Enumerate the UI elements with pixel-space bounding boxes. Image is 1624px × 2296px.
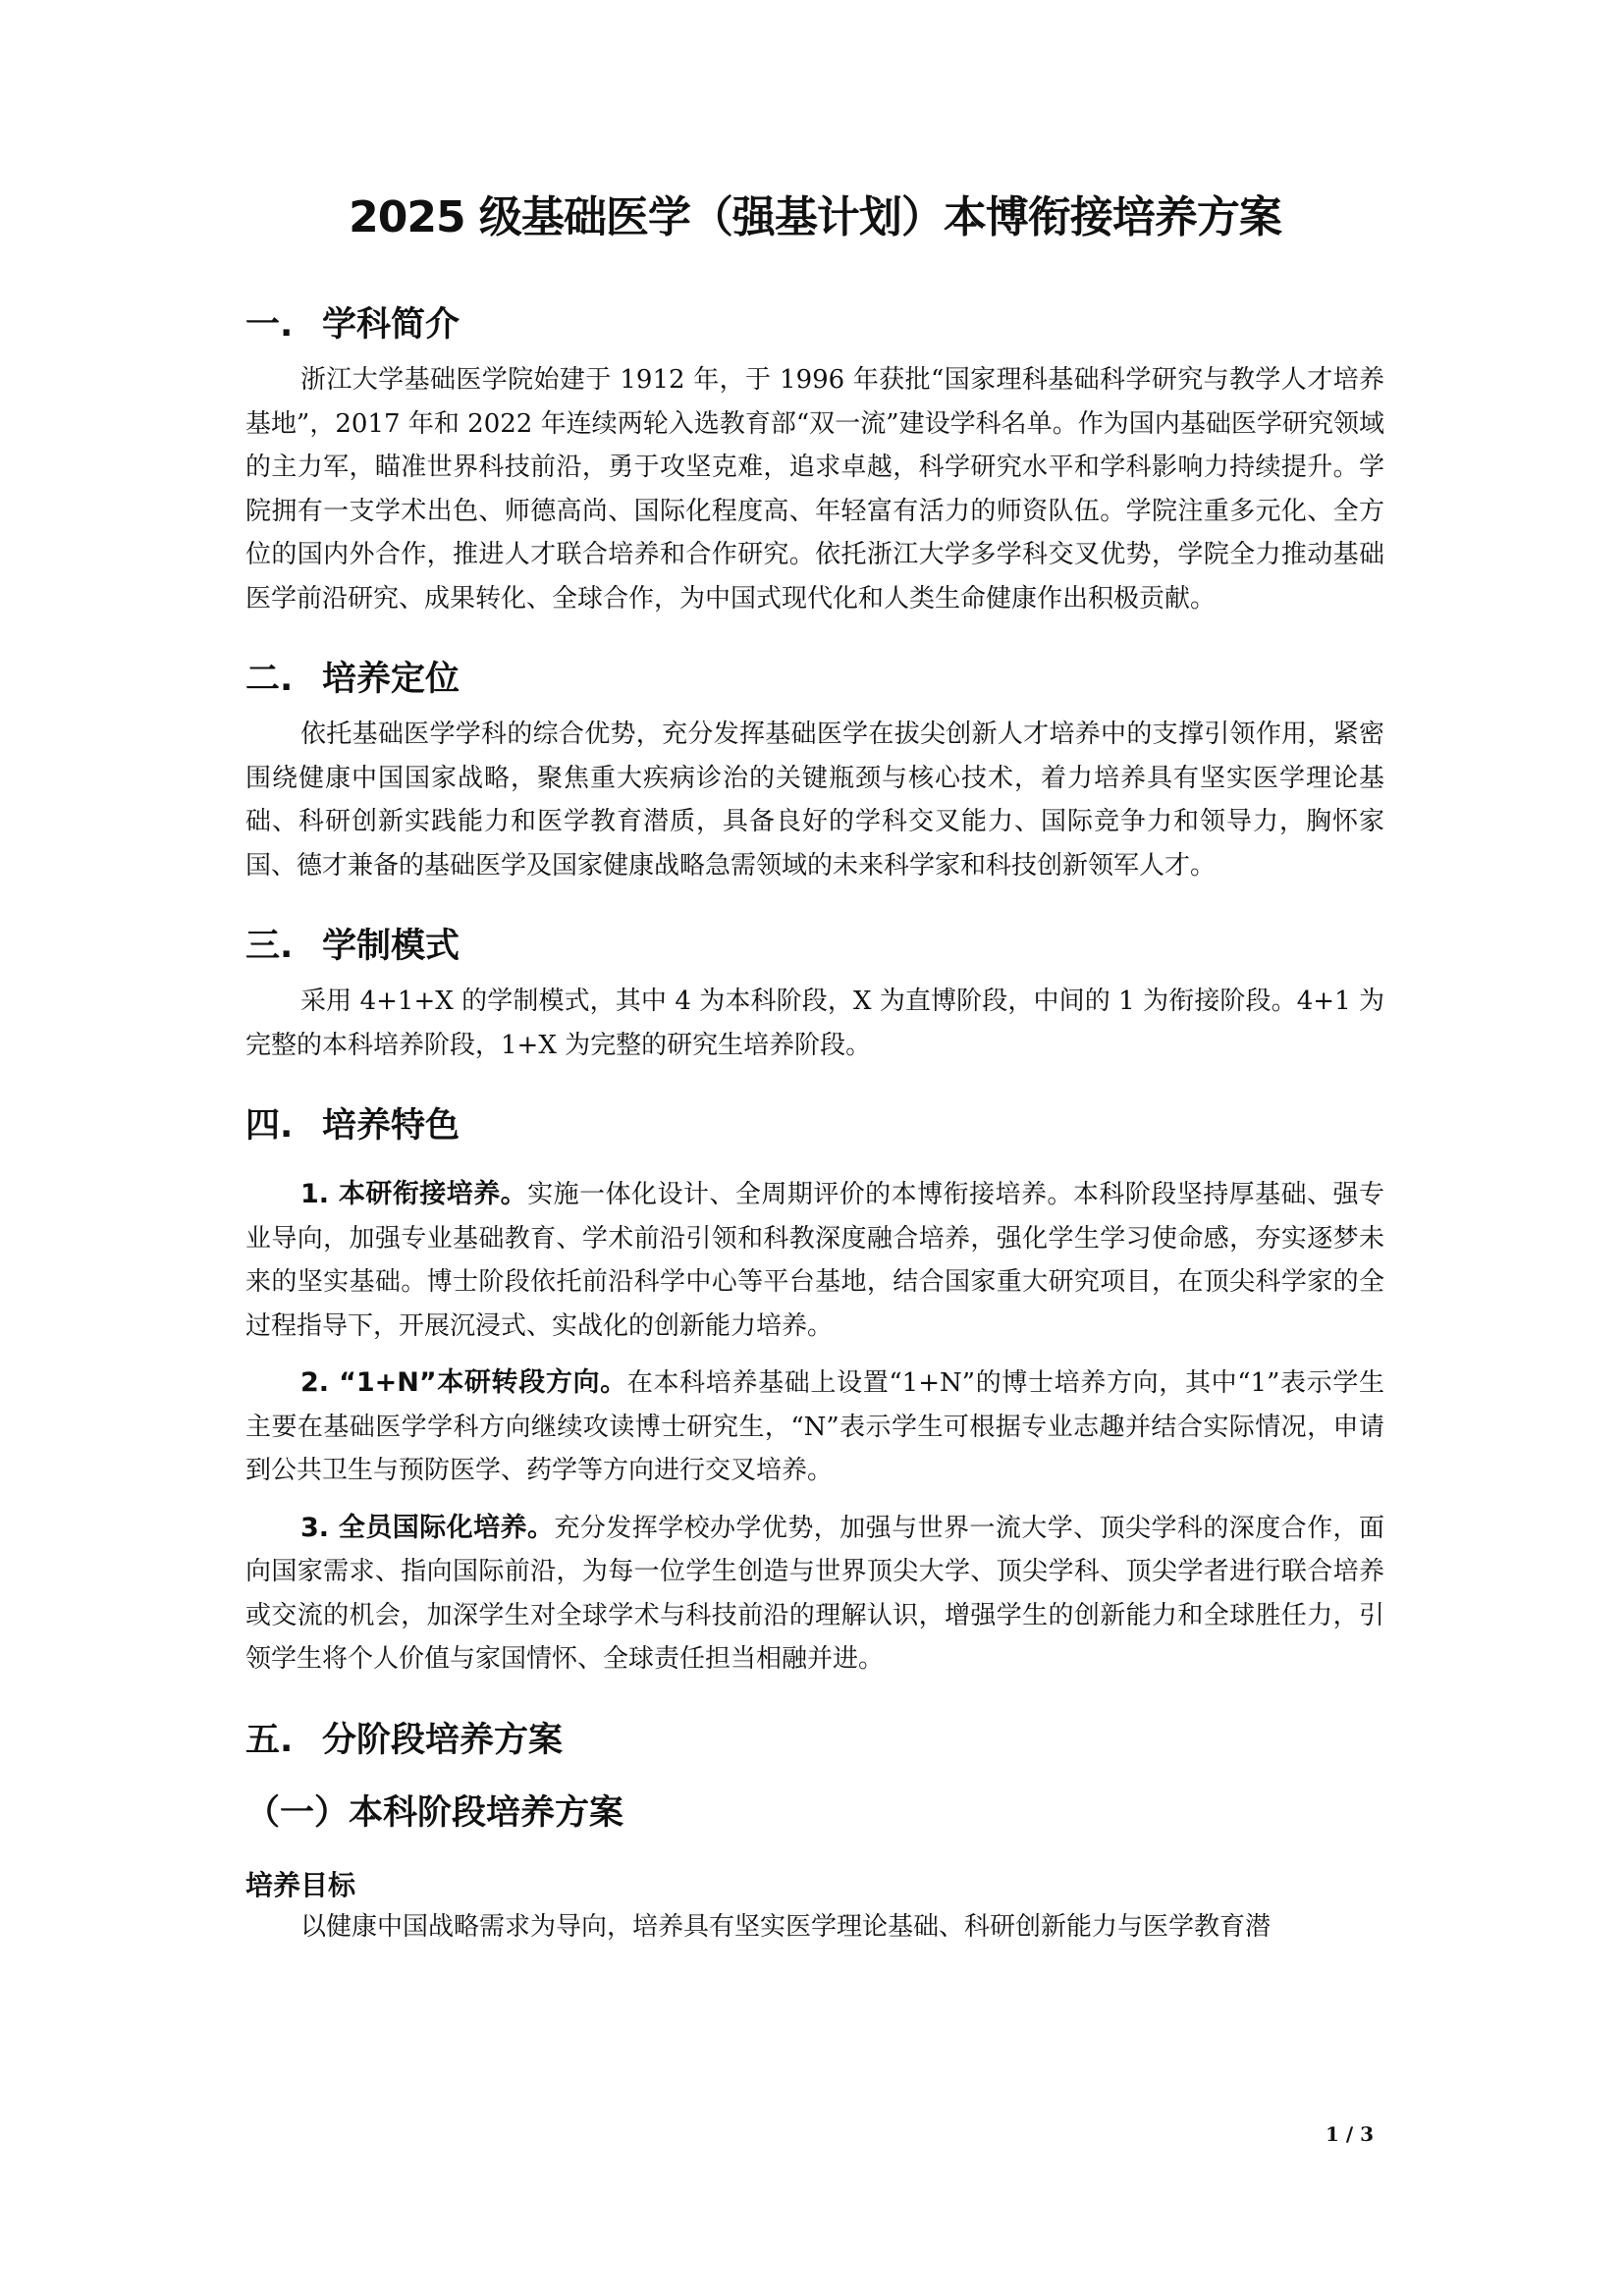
section-number: 二. bbox=[245, 660, 294, 699]
section-paragraph: 浙江大学基础医学院始建于 1912 年，于 1996 年获批“国家理科基础科学研究与教学人才培养基地”，2017 年和 2022 年连续两轮入选教育部“双一流”建设学科名单。作为国内基础医学研究领域的主力军，瞄准世界科技前沿，勇于攻坚克难，追求卓越，科学研究水平和学科影响力持续提升。学院拥有一支学术出色、师德高尚、国际化程度高、年轻富有活力的师资队伍。学院注重多元化、全方位的国内外合作，推进人才联合培养和合作研究。依托浙江大学多学科交叉优势，学院全力推动基础医学前沿研究、成果转化、全球合作，为中国式现代化和人类生命健康作出积极贡献。 bbox=[245, 365, 1384, 614]
feature-lead: 2. “1+N”本研转段方向。 bbox=[300, 1367, 627, 1398]
feature-lead: 1. 本研衔接培养。 bbox=[300, 1179, 528, 1209]
feature-item bbox=[245, 1362, 1384, 1493]
feature-lead: 3. 全员国际化培养。 bbox=[300, 1512, 555, 1543]
section-heading bbox=[245, 303, 1384, 347]
section-academic-system bbox=[245, 925, 1384, 1067]
feature-text: 实施一体化设计、全周期评价的本博衔接培养。本科阶段坚持厚基础、强专业导向，加强专业基础教育、学术前沿引领和科教深度融合培养，强化学生学习使命感，夯实逐梦未来的坚实基础。博士阶段依托前沿科学中心等平台基地，结合国家重大研究项目，在顶尖科学家的全过程指导下，开展沉浸式、实战化的创新能力培养。 bbox=[245, 1180, 1384, 1341]
section-title: 学制模式 bbox=[322, 927, 460, 966]
feature-text: 在本科培养基础上设置“1+N”的博士培养方向，其中“1”表示学生主要在基础医学学科方向继续攻读博士研究生，“N”表示学生可根据专业志趣并结合实际情况，申请到公共卫生与预防医学、药学等方向进行交叉培养。 bbox=[245, 1368, 1384, 1485]
section-heading bbox=[245, 1719, 1384, 1762]
section-number: 四. bbox=[245, 1106, 294, 1146]
section-discipline-intro bbox=[245, 303, 1384, 620]
minor-heading: 培养目标 bbox=[245, 1868, 356, 1901]
section-paragraph: 依托基础医学学科的综合优势，充分发挥基础医学在拔尖创新人才培养中的支撑引领作用，紧密围绕健康中国国家战略，聚焦重大疾病诊治的关键瓶颈与核心技术，着力培养具有坚实医学理论基础、科研创新实践能力和医学教育潜质，具备良好的学科交叉能力、国际竞争力和领导力，胸怀家国、德才兼备的基础医学及国家健康战略急需领域的未来科学家和科技创新领军人才。 bbox=[245, 720, 1384, 881]
feature-text: 充分发挥学校办学优势，加强与世界一流大学、顶尖学科的深度合作，面向国家需求、指向国际前沿，为每一位学生创造与世界顶尖大学、顶尖学科、顶尖学者进行联合培养或交流的机会，加深学生对全球学术与科技前沿的理解认识，增强学生的创新能力和全球胜任力，引领学生将个人价值与家国情怀、全球责任担当相融并进。 bbox=[245, 1513, 1384, 1674]
section-heading bbox=[245, 1104, 1384, 1148]
section-number: 三. bbox=[245, 927, 294, 966]
section-title: 培养定位 bbox=[322, 660, 460, 699]
section-title: 分阶段培养方案 bbox=[322, 1720, 564, 1760]
section-staged-training bbox=[245, 1719, 1384, 1762]
section-title: 培养特色 bbox=[322, 1106, 460, 1146]
section-paragraph: 采用 4+1+X 的学制模式，其中 4 为本科阶段，X 为直博阶段，中间的 1 为衔接阶段。4+1 为完整的本科培养阶段，1+X 为完整的研究生培养阶段。 bbox=[245, 987, 1384, 1060]
section-title: 学科简介 bbox=[322, 305, 460, 345]
subsection-heading: （一）本科阶段培养方案 bbox=[245, 1792, 624, 1833]
feature-item bbox=[245, 1507, 1384, 1682]
section-heading bbox=[245, 925, 1384, 968]
section-number: 一. bbox=[245, 305, 294, 345]
section-training-features bbox=[245, 1104, 1384, 1682]
document-title: 2025 级基础医学（强基计划）本博衔接培养方案 bbox=[349, 192, 1281, 242]
subsection-paragraph: 以健康中国战略需求为导向，培养具有坚实医学理论基础、科研创新能力与医学教育潜 bbox=[300, 1911, 1272, 1942]
feature-item bbox=[245, 1173, 1384, 1348]
document-page bbox=[245, 182, 1384, 1949]
section-number: 五. bbox=[245, 1720, 294, 1760]
page-number: 1 / 3 bbox=[1326, 2122, 1375, 2146]
section-training-positioning bbox=[245, 658, 1384, 887]
section-heading bbox=[245, 658, 1384, 701]
